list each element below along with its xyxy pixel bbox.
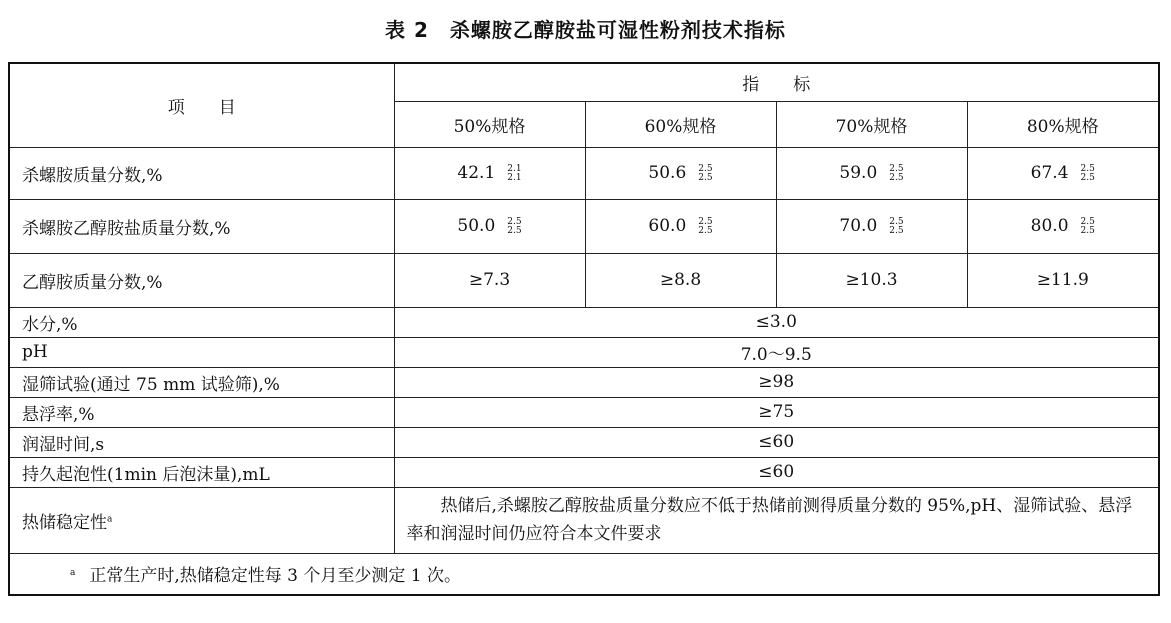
value-cell [967,199,1159,253]
tolerance [698,218,712,236]
tolerance-minus: 2.5 [507,225,522,236]
footnote-marker: a [107,513,113,524]
tolerance-minus: 2.5 [698,225,713,236]
value-cell [585,199,776,253]
table-row [9,307,1159,337]
value-cell [967,147,1159,199]
value-cell: ≥8.8 [585,253,776,307]
row-label: 杀螺胺质量分数,% [9,147,394,199]
row-label: pH [9,337,394,367]
row-label: 杀螺胺乙醇胺盐质量分数,% [9,199,394,253]
spec-header-60: 60%规格 [585,101,776,147]
tolerance-minus: 2.5 [889,225,904,236]
tolerance [889,218,903,236]
tolerance-plus: 2.5 [698,216,713,227]
table-row [9,253,1159,307]
spec-header-80: 80%规格 [967,101,1159,147]
tolerance [1081,165,1095,183]
tolerance-plus: 2.1 [507,163,522,174]
tolerance-plus: 2.5 [1080,216,1095,227]
value-cell [394,199,585,253]
tolerance-plus: 2.5 [1080,163,1095,174]
table-title: 表 2 杀螺胺乙醇胺盐可湿性粉剂技术指标 [385,18,786,42]
value-cell [585,147,776,199]
spec-header-50: 50%规格 [394,101,585,147]
table-row [9,367,1159,397]
tolerance-minus: 2.5 [1080,225,1095,236]
table-row [9,427,1159,457]
tolerance-minus: 2.5 [889,172,904,183]
value-cell: ≥75 [394,397,1159,427]
value-cell: ≤60 [394,457,1159,487]
value: 42.1 [457,163,496,183]
footnote-text: 正常生产时,热储稳定性每 3 个月至少测定 1 次。 [89,566,462,587]
stability-label: 热储稳定性 [22,512,107,533]
value-cell [776,147,967,199]
tolerance [889,165,903,183]
row-label: 持久起泡性(1min 后泡沫量),mL [9,457,394,487]
value: 80.0 [1030,216,1069,236]
item-header: 项 目 [9,63,394,147]
row-label: 湿筛试验(通过 75 mm 试验筛),% [9,367,394,397]
value-cell [394,147,585,199]
tolerance-minus: 2.5 [698,172,713,183]
value: 59.0 [839,163,878,183]
value-cell: ≥11.9 [967,253,1159,307]
footnote-marker: a [70,567,76,578]
table-row [9,487,1159,553]
value: 60.0 [648,216,687,236]
spec-table [8,62,1160,596]
tolerance [1081,218,1095,236]
header-row [9,63,1159,101]
table-row [9,457,1159,487]
tolerance-minus: 2.1 [507,172,522,183]
value: 70.0 [839,216,878,236]
table-row [9,199,1159,253]
spec-header-70: 70%规格 [776,101,967,147]
tolerance-plus: 2.5 [507,216,522,227]
value-cell: ≥10.3 [776,253,967,307]
value: 50.0 [457,216,496,236]
tolerance-minus: 2.5 [1080,172,1095,183]
value-cell [776,199,967,253]
tolerance-plus: 2.5 [698,163,713,174]
tolerance [698,165,712,183]
value-cell: 7.0～9.5 [394,337,1159,367]
value: 50.6 [648,163,687,183]
row-label: 悬浮率,% [9,397,394,427]
value-cell: ≥7.3 [394,253,585,307]
row-label [9,487,394,553]
tolerance [507,218,521,236]
row-label: 水分,% [9,307,394,337]
table-row [9,147,1159,199]
value-cell: ≥98 [394,367,1159,397]
table-row [9,397,1159,427]
table-row [9,337,1159,367]
tolerance [507,165,521,183]
value-cell: ≤60 [394,427,1159,457]
footnote-row [9,553,1159,595]
stability-requirement: 热储后,杀螺胺乙醇胺盐质量分数应不低于热储前测得质量分数的 95%,pH、湿筛试验、悬浮率和润湿时间仍应符合本文件要求 [394,487,1159,553]
value: 67.4 [1030,163,1069,183]
footnote [9,553,1159,595]
indicator-header: 指 标 [394,63,1159,101]
tolerance-plus: 2.5 [889,216,904,227]
tolerance-plus: 2.5 [889,163,904,174]
row-label: 乙醇胺质量分数,% [9,253,394,307]
row-label: 润湿时间,s [9,427,394,457]
value-cell: ≤3.0 [394,307,1159,337]
